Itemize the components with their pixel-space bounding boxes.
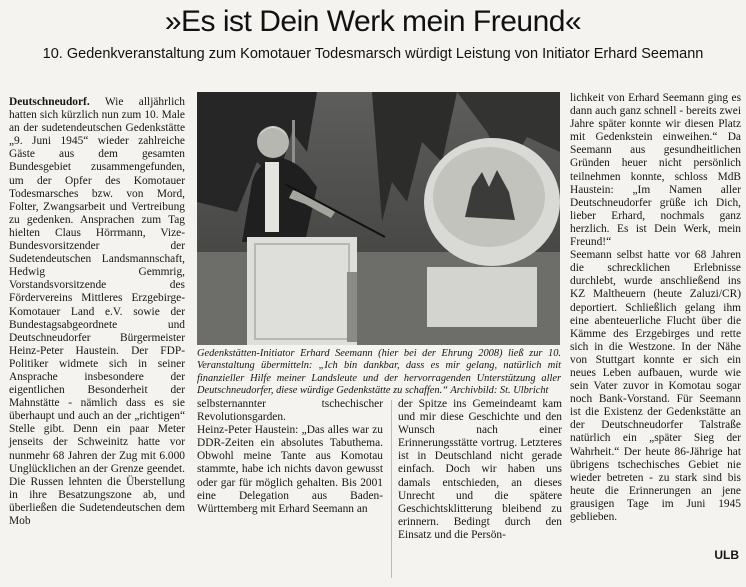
paragraph: lichkeit von Erhard Seemann ging es dann auch ganz schnell - bereits zwei Jahre später konnte wir diesen Platz mit Gedenkstein einweihen.“ Da Seemann aus gesundheitlichen Gründen heuer nicht persönlich teilnehmen konnte, schloss MdB Haustein: „Im Namen aller Deutschneudorfer grüße ich Dich, lieber Erhard, nochmals ganz herzlich. Es ist Dein Werk, mein Freund!“	[570, 92, 741, 249]
caption-text: Gedenkstätten-Initiator Erhard Seemann (hier bei der Ehrung 2008) ließ zur 10. Veranstaltung übermitteln: „Ich bin dankbar, dass es mir gelang, natürlich mit finanzieller Hilfe meiner Landsleute und der hervorragenden Unterstützung aller Deutschneudorfer, diese würdige Gedenkstätte zu schaffen.“	[197, 348, 561, 396]
article-column-1	[9, 96, 185, 528]
paragraph: der Spitze ins Gemeindeamt kam und mir diese Geschichte und den Wunsch nach einer Erinnerungsstätte vortrug. Letzteres ist in Deutschland nicht gerade einfach. Doch wir haben uns damals entschieden, an dieses Unrecht und die spätere Geschichtsklitterung bleibend zu erinnern. Bedingt durch den Einsatz und die Persön-	[398, 398, 562, 541]
paragraph: Heinz-Peter Haustein: „Das alles war zu DDR-Zeiten ein absolutes Tabuthema. Obwohl meine Tante aus Komotau stammte, habe ich nichts davon gewusst oder gar für möglich gehalten. Bis 2001 eine Delegation aus Baden-Württemberg mit Erhard Seemann an	[197, 424, 383, 515]
article-column-4	[570, 92, 741, 524]
paragraph: Seemann selbst hatte vor 68 Jahren die schrecklichen Erlebnisse durchlebt, wurde anschließend ins KZ Maltheuern (heute Zaluzi/CR) deportiert. Schließlich gelang ihm eine abenteuerliche Flucht über die Kämme des Erzgebirges und rette sich in die Westzone. In der Nähe von Stuttgart konnte er sich ein neues Leben aufbauen, wurde wie sein Vater zuvor in Komotau sogar noch Bank-Vorstand. Für Seemann ist die Existenz der Gedenkstätte an der Deutschneudorfer Talstraße natürlich ein „später Sieg der Wahrheit.“ Der heute 86-Jährige hat übrigens tschechisches Gebiet nie wieder betreten - zu stark sind bis heute die Erinnerungen an jene grausigen Tage im Juni 1945 geblieben.	[570, 249, 741, 523]
paragraph	[9, 96, 185, 528]
body-text: Wie alljährlich hatten sich kürzlich nun zum 10. Male an der sudetendeutschen Gedenkstätte „9. Juni 1945“ wieder zahlreiche Gäste aus dem gesamten Bundesgebiet zusammengefunden, um der Opfer des Komotauer Todesmarsches bzw. von Mord, Folter, Zwangsarbeit und Vertreibung zu gedenken. Ansprachen zum Tag hielten Claus Hörrmann, Vize-Bundesvorsitzender der Sudetendeutschen Landsmannschaft, Hedwig Gemmrig, Vorstandsvorsitzende des Fördervereins Mittleres Erzgebirge-Komotauer Land e.V. sowie der Bundestagsabgeordnete und Deutschneudorfer Bürgermeister Heinz-Peter Haustein. Der FDP-Politiker widmete sich in seiner Ansprache insbesondere der eigentlichen Besonderheit der Mahnstätte - nämlich dass es sie überhaupt und auch an der „richtigen“ Stelle gibt. Denn ein paar Meter jenseits der Schweinitz hatte vor nunmehr 68 Jahren der Zug mit 6.000 Unglücklichen an der Grenze geendet. Die Russen lehnten die Überstellung in ihre Besatzungszone ab, und überließen die Sudetendeutschen dem Mob	[9, 96, 185, 527]
headline: »Es ist Dein Werk mein Freund«	[164, 5, 582, 38]
article-column-3	[398, 398, 562, 542]
paragraph: selbsternannter tschechischer Revolutionsgarden.	[197, 398, 383, 424]
article-photo	[197, 92, 560, 345]
dateline: Deutschneudorf.	[9, 96, 90, 108]
photo-caption	[197, 348, 561, 397]
photo-credit: Archivbild: St. Ulbricht	[450, 384, 549, 396]
author-signature: ULB	[714, 548, 739, 562]
photo-illustration	[197, 92, 560, 345]
article-column-2	[197, 398, 383, 516]
column-divider	[391, 400, 392, 578]
subheadline: 10. Gedenkveranstaltung zum Komotauer Todesmarsch würdigt Leistung von Initiator Erhard Seemann	[42, 46, 704, 62]
